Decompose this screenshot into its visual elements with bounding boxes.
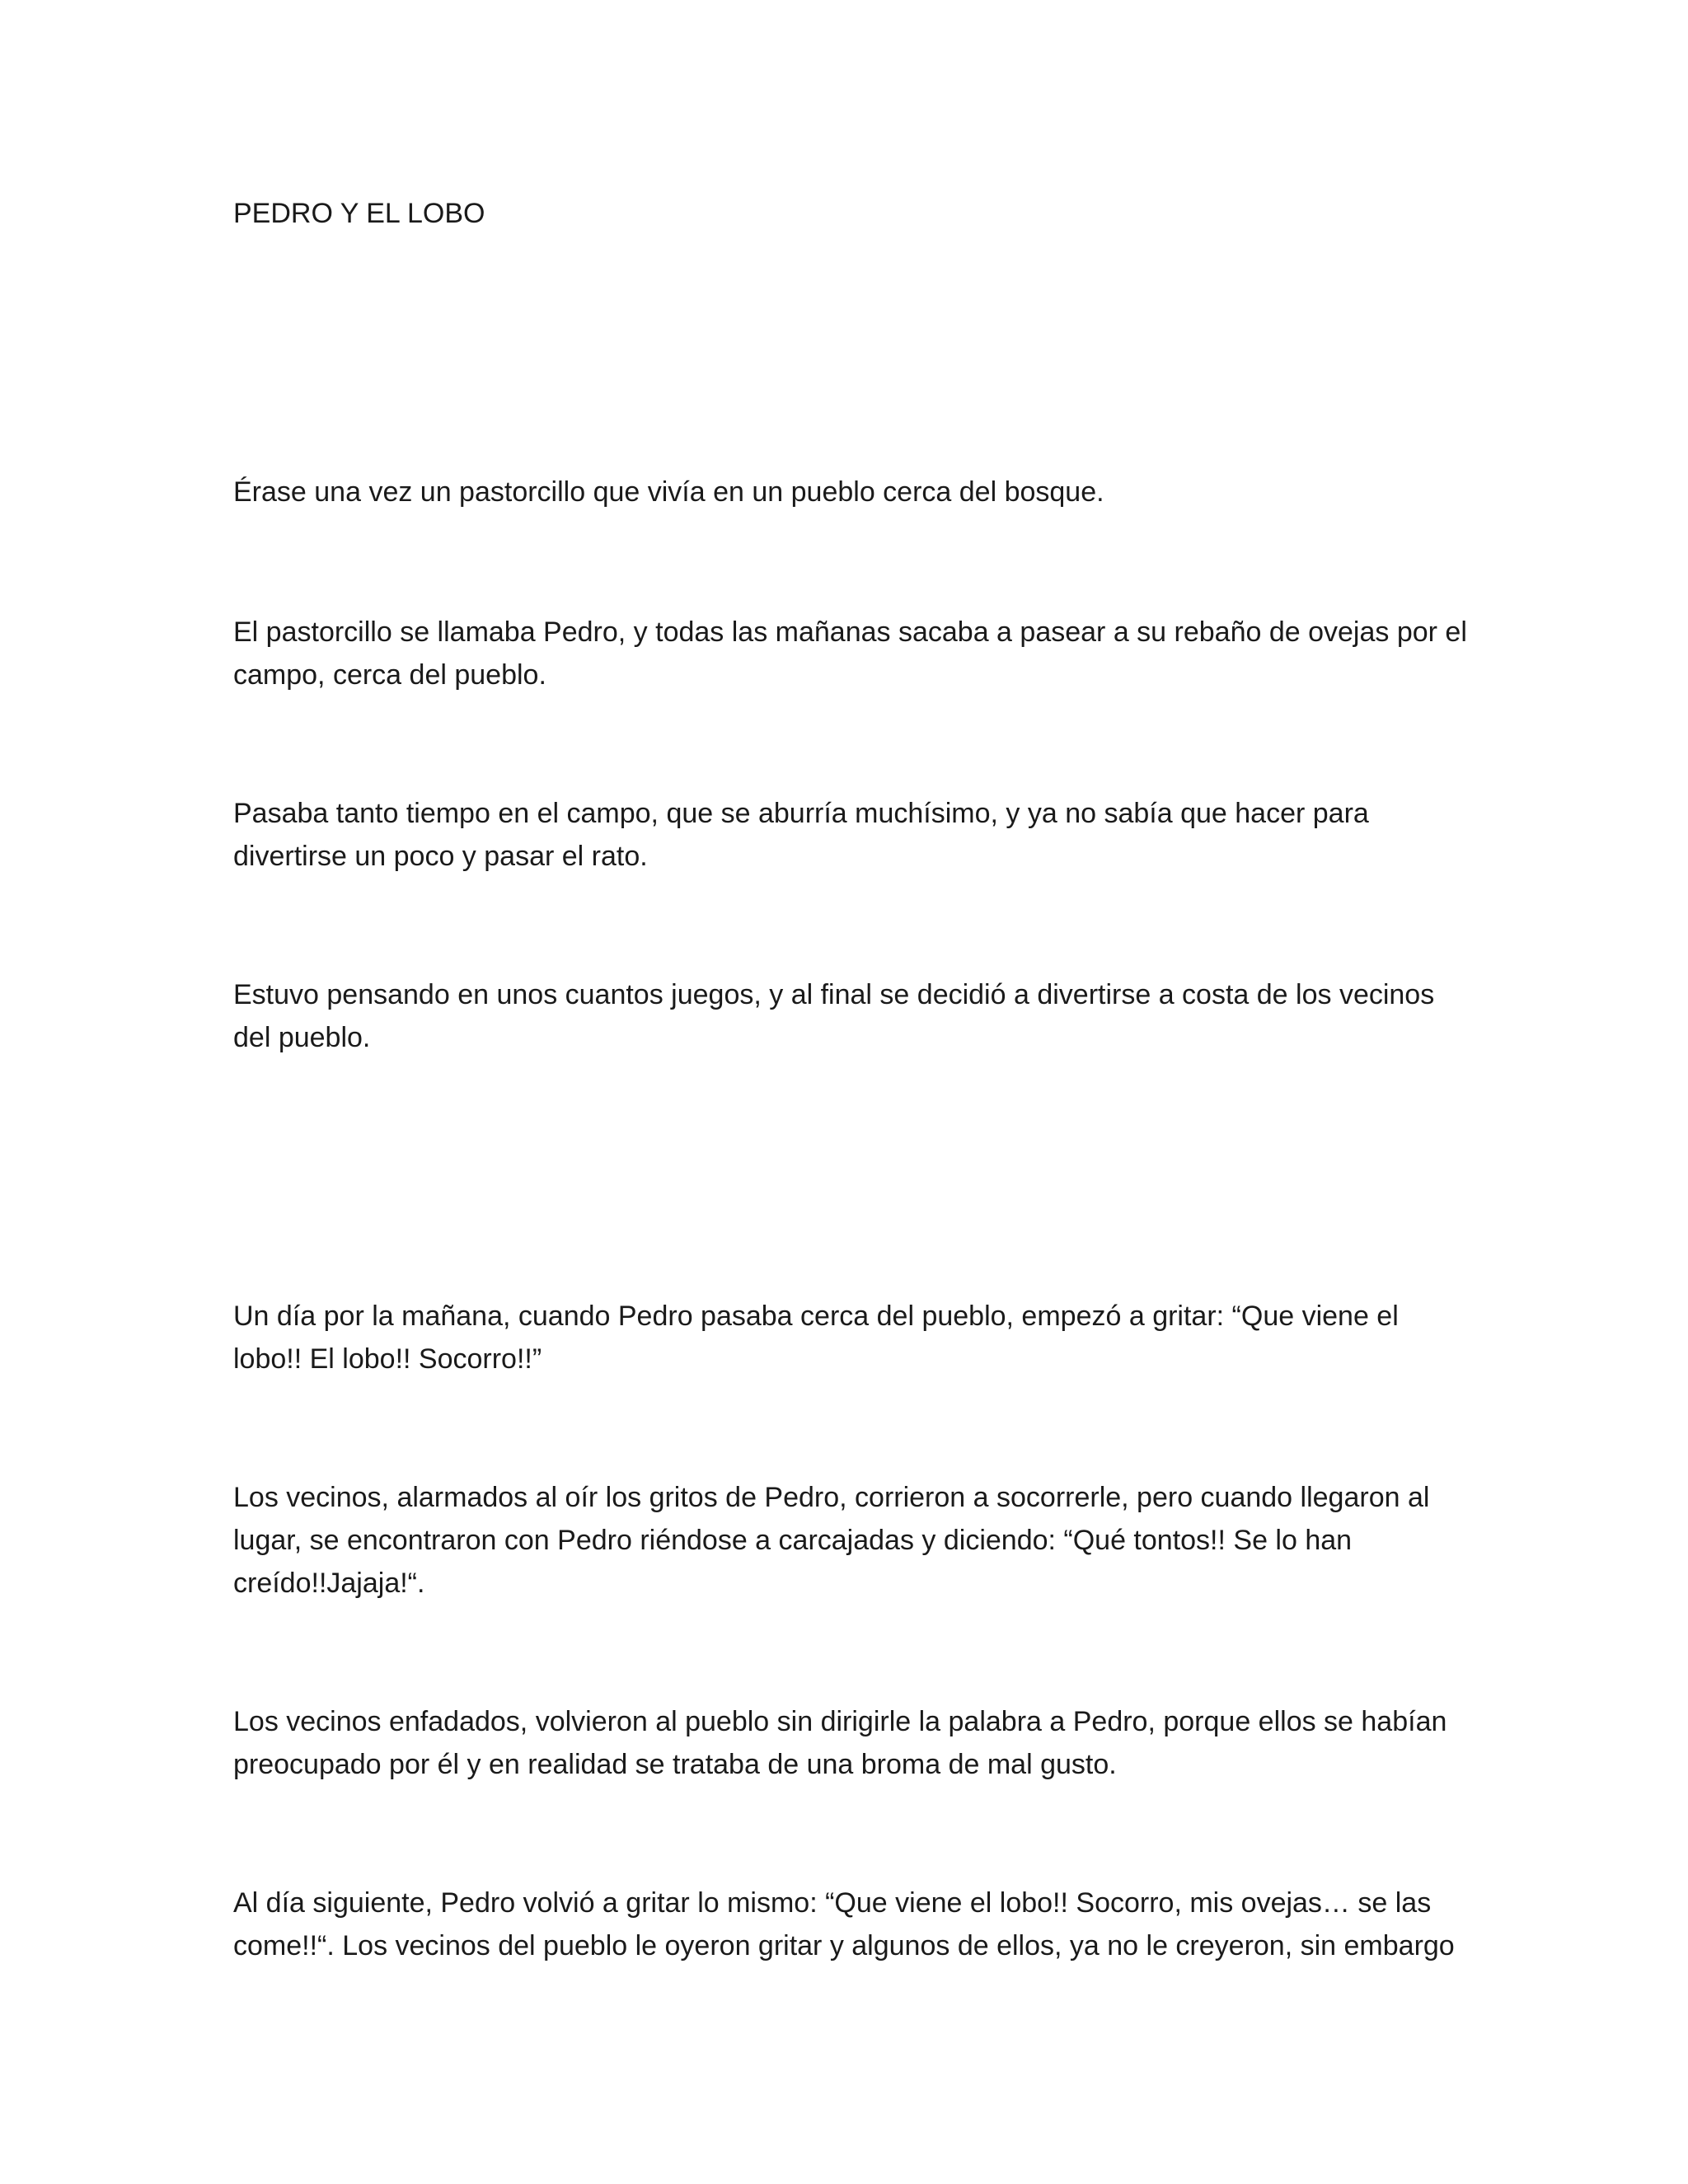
document-title: PEDRO Y EL LOBO	[233, 198, 485, 229]
paragraph: Pasaba tanto tiempo en el campo, que se aburría muchísimo, y ya no sabía que hacer para divertirse un poco y pasar el rato.	[233, 798, 1369, 872]
paragraph: Un día por la mañana, cuando Pedro pasaba cerca del pueblo, empezó a gritar: “Que viene el lobo!! El lobo!! Socorro!!”	[233, 1301, 1399, 1375]
paragraph: Érase una vez un pastorcillo que vivía en un pueblo cerca del bosque.	[233, 476, 1104, 508]
paragraph: Los vecinos, alarmados al oír los gritos de Pedro, corrieron a socorrerle, pero cuando llegaron al lugar, se encontraron con Pedro riéndose a carcajadas y diciendo: “Qué tontos!! Se lo han creído!!Jajaja!“.	[233, 1482, 1430, 1599]
paragraph: Estuvo pensando en unos cuantos juegos, y al final se decidió a divertirse a costa de los vecinos del pueblo.	[233, 979, 1435, 1053]
paragraph: Al día siguiente, Pedro volvió a gritar lo mismo: “Que viene el lobo!! Socorro, mis ovejas… se las come!!“. Los vecinos del pueblo le oyeron gritar y algunos de ellos, ya no le creyeron, sin embargo	[233, 1887, 1455, 1961]
paragraph: El pastorcillo se llamaba Pedro, y todas las mañanas sacaba a pasear a su rebaño de ovejas por el campo, cerca del pueblo.	[233, 616, 1467, 691]
paragraph: Los vecinos enfadados, volvieron al pueblo sin dirigirle la palabra a Pedro, porque ellos se habían preocupado por él y en realidad se trataba de una broma de mal gusto.	[233, 1706, 1447, 1780]
